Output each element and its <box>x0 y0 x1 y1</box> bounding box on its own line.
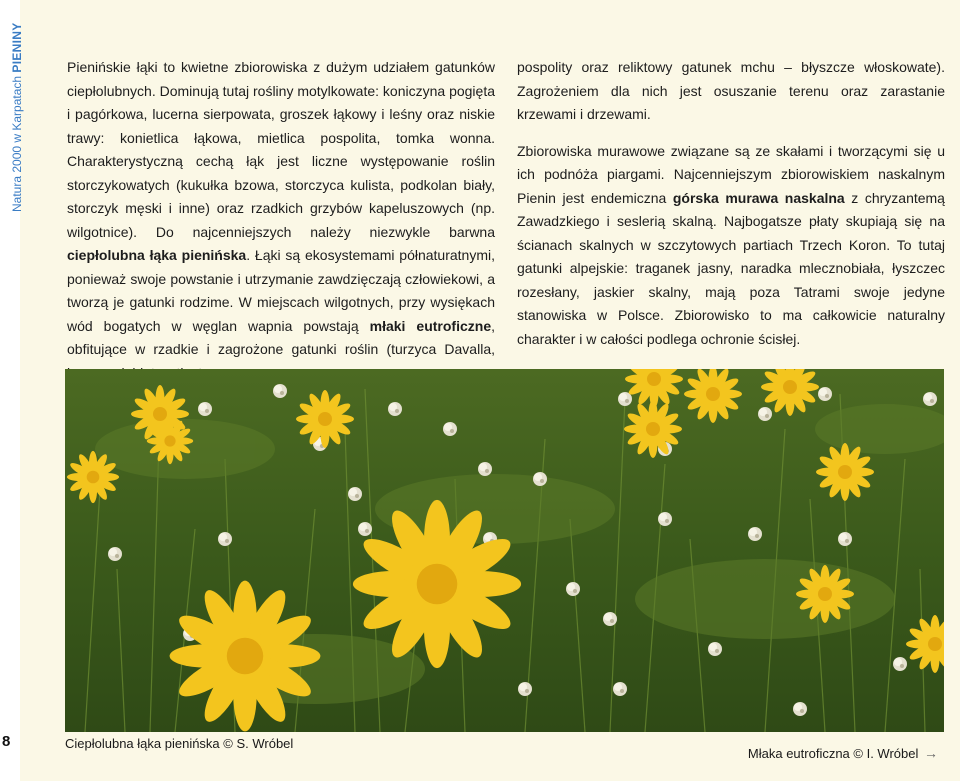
running-header <box>10 22 24 212</box>
text-run: Zbiorowiska murawowe związane są ze skałami i tworzącymi się u ich podnóża piargami. Najcenniejszym zbiorowiskiem naskalnym Pienin jest endemiczna <box>517 142 945 206</box>
caption-left-photo: Ciepłolubna łąka pienińska © S. Wróbel <box>65 736 294 751</box>
term-mountain-rock-grassland: górska murawa naskalna <box>672 189 845 206</box>
paragraph-rock-grassland <box>517 140 945 352</box>
text-column-left <box>67 56 495 385</box>
text-column-right <box>517 56 945 351</box>
meadow-photo <box>65 369 944 732</box>
text-run: Pienińskie łąki to kwietne zbiorowiska z dużym udziałem gatunków ciepłolubnych. Dominują tutaj rośliny motylkowate: koniczyna pogięta i pagórkowa, lucerna sierpowata, groszek łąkowy i leśny oraz niskie trawy: konietlica łąkowa, mietlica pospolita, tomka wonna. Charakterystyczną cechą łąk jest liczne występowanie roślin storczykowatych (kukułka bzowa, storczyca kulista, podkolan biały, storczyk męski i inne) oraz rzadkich grzybów kapeluszowych (np. wilgotnice). Do najcenniejszych należy niezwykle barwna <box>67 59 495 240</box>
paragraph-fen-continued: pospolity oraz reliktowy gatunek mchu – błyszcze włoskowate). Zagrożeniem dla nich jest osuszanie terenu oraz zarastanie krzewami i drzewami. <box>517 59 945 122</box>
page-number: 8 <box>2 733 11 750</box>
term-eutrophic-fen: młaki eutroficzne <box>369 317 492 334</box>
text-run: , obfitujące w rzadkie i zagrożone gatunki roślin (turzyca Davalla, <box>67 317 495 357</box>
caption-right-text: Młaka eutroficzna © I. Wróbel <box>747 746 919 761</box>
arrow-right-icon: → <box>924 745 938 761</box>
running-header-region: PIENINY <box>10 22 24 73</box>
text-run: . Łąki są ekosystemami półnaturatnymi, ponieważ swoje powstanie i utrzymanie zawdzięczają człowiekowi, a tworzą je gatunki rodzime. W miejscach wilgotnych, przy wysiękach wód bogatych w węglan wapnia powstają <box>67 247 495 334</box>
term-thermophilous-meadow: ciepłolubna łąka pienińska <box>67 247 247 263</box>
running-header-series: Natura 2000 w Karpatach <box>10 75 24 212</box>
text-run: z chryzantemą Zawadzkiego i seslerią skalną. Najbogatsze płaty skupiają się na ścianach skalnych w szczytowych partiach Trzech Koron. To tutaj gatunki alpejskie: traganek jasny, naradka mlecznobiała, łyszczec rozesłany, jaskier skalny, mają poza Tatrami swoje jedyne stanowiska w Polsce. Zbiorowisko to ma całkowicie naturalny charakter i w całości podlega ochronie ścisłej. <box>517 189 945 347</box>
paragraph-meadows <box>67 56 495 385</box>
meadow-illustration <box>65 369 944 732</box>
caption-right-photo <box>748 745 938 761</box>
sidebar-strip <box>0 0 24 781</box>
